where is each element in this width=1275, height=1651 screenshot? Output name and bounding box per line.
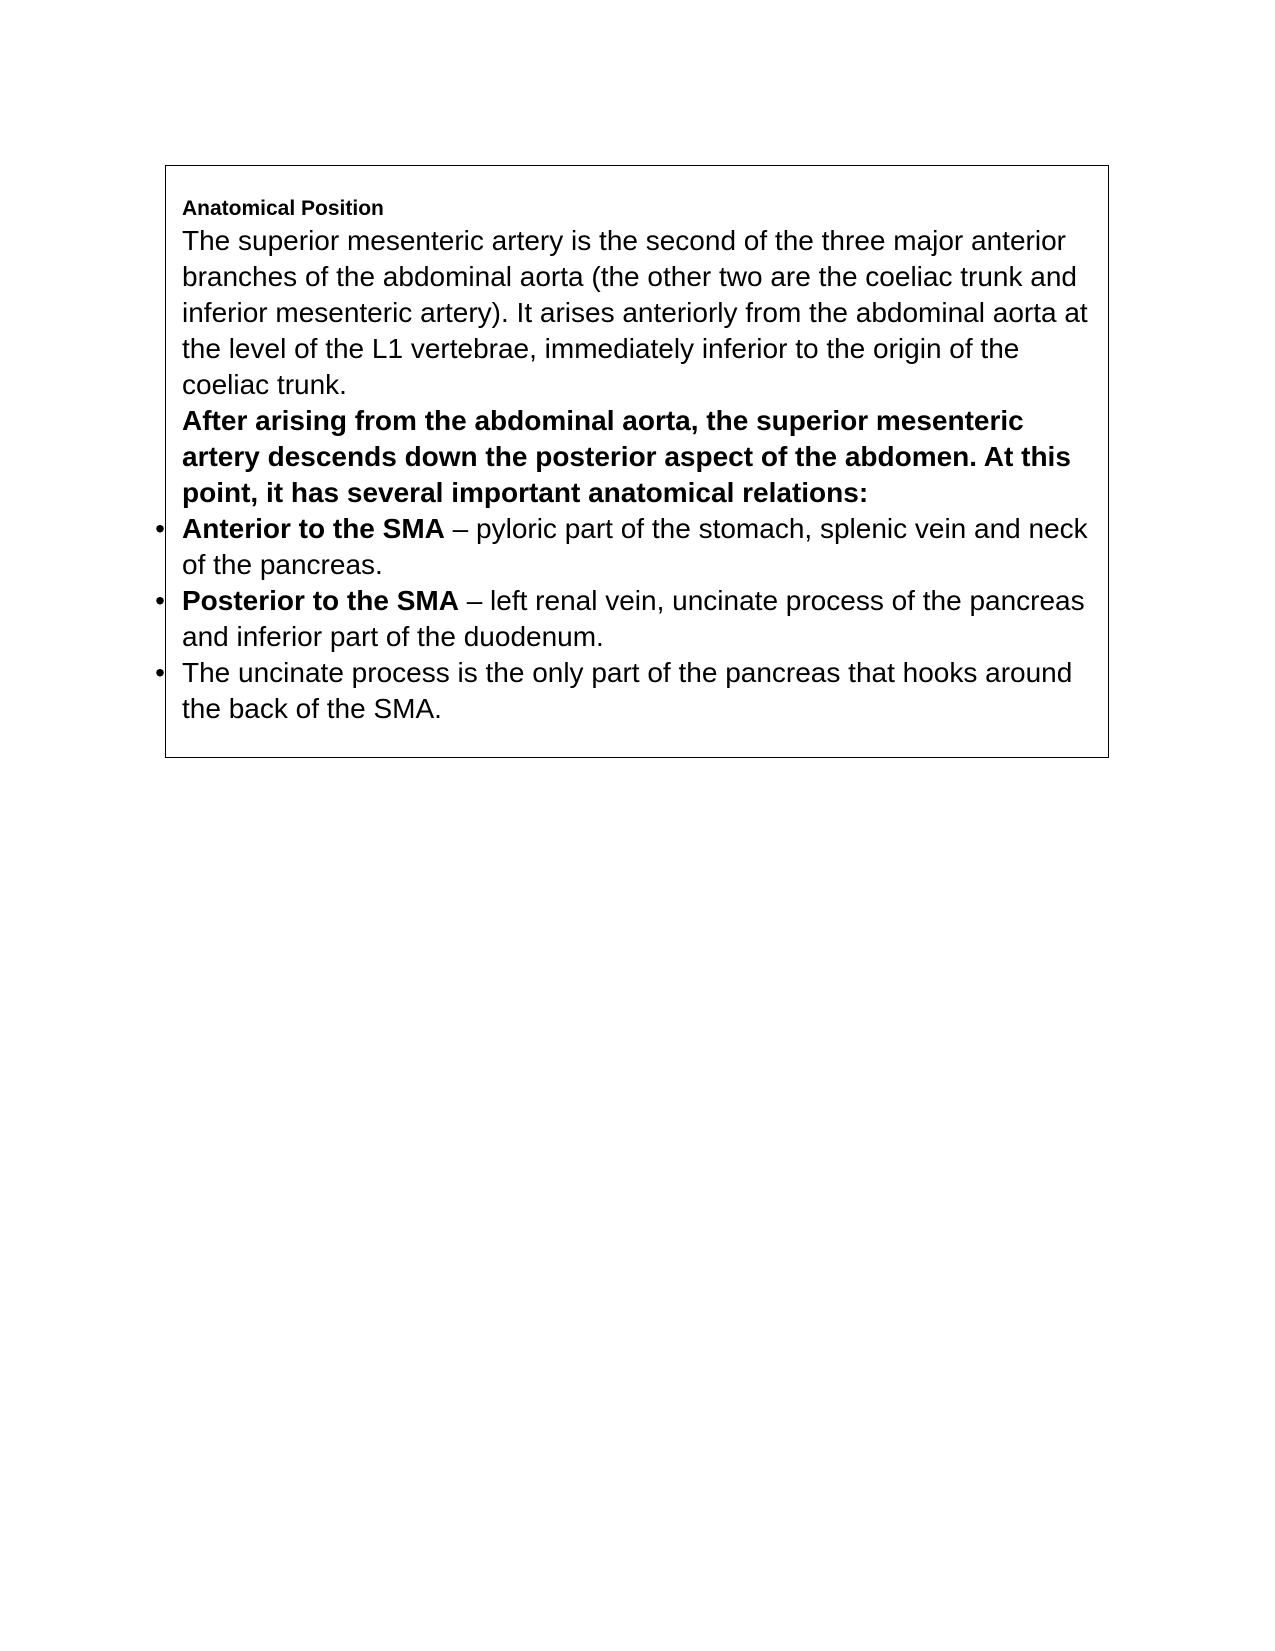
list-item-text: The uncinate process is the only part of the pancreas that hooks around the back of the SMA. <box>182 657 1073 724</box>
list-item-bold-label: Anterior to the SMA <box>182 513 445 544</box>
relations-intro-paragraph: After arising from the abdominal aorta, the superior mesenteric artery descends down the posterior aspect of the abdomen. At this point, it has several important anatomical relations: <box>182 405 1071 508</box>
relations-list <box>155 511 1092 727</box>
section-heading: Anatomical Position <box>182 197 384 220</box>
list-item <box>155 583 1092 655</box>
intro-paragraph: The superior mesenteric artery is the second of the three major anterior branches of the abdominal aorta (the other two are the coeliac trunk and inferior mesenteric artery). It arises anteriorly from the abdominal aorta at the level of the L1 vertebrae, immediately inferior to the origin of the coeliac trunk. <box>182 225 1088 400</box>
list-item-text: – pyloric part of the stomach, splenic vein and neck of the pancreas. <box>182 513 1088 580</box>
list-item <box>155 511 1092 583</box>
bullet-icon: • <box>155 585 165 616</box>
text-box-content <box>155 193 1092 727</box>
list-item <box>155 655 1092 727</box>
list-item-text: – left renal vein, uncinate process of the pancreas and inferior part of the duodenum. <box>182 585 1085 652</box>
list-item-bold-label: Posterior to the SMA <box>182 585 459 616</box>
bullet-icon: • <box>155 513 165 544</box>
bullet-icon: • <box>155 657 165 688</box>
